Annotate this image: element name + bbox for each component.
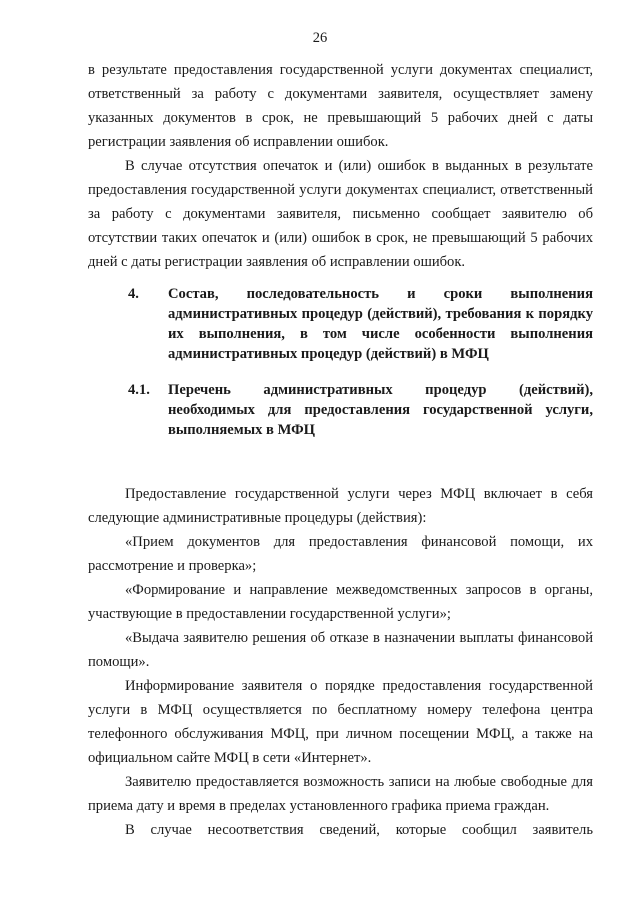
- page-content: [88, 58, 593, 842]
- paragraph-appointment: Заявителю предоставляется возможность записи на любые свободные для приема дату и время в пределах установленного графика приема граждан.: [88, 774, 593, 814]
- paragraph-procedure-2: «Формирование и направление межведомственных запросов в органы, участвующие в предоставлении государственной услуги»;: [88, 582, 593, 622]
- paragraph-continuation: в результате предоставления государственной услуги документах специалист, ответственный за работу с документами заявителя, осуществляет замену указанных документов в срок, не превышающий 5 рабочих дней с даты регистрации заявления об исправлении ошибок.: [88, 62, 593, 150]
- spacer: [88, 440, 593, 482]
- paragraph-procedures-intro: Предоставление государственной услуги через МФЦ включает в себя следующие административные процедуры (действия):: [88, 486, 593, 526]
- section-heading-4-1: [88, 380, 593, 440]
- section-heading-4: [88, 284, 593, 364]
- paragraph-procedure-3: «Выдача заявителю решения об отказе в назначении выплаты финансовой помощи».: [88, 630, 593, 670]
- subsection-number: 4.1.: [128, 382, 150, 398]
- paragraph-informing: Информирование заявителя о порядке предоставления государственной услуги в МФЦ осуществляется по бесплатному номеру телефона центра телефонного обслуживания МФЦ, при личном посещении МФЦ, а также на официальном сайте МФЦ в сети «Интернет».: [88, 678, 593, 766]
- section-title: Состав, последовательность и сроки выполнения административных процедур (действий), требования к порядку их выполнения, в том числе особенности выполнения административных процедур (действий) в МФЦ: [168, 286, 593, 362]
- paragraph-procedure-1: «Прием документов для предоставления финансовой помощи, их рассмотрение и проверка»;: [88, 534, 593, 574]
- paragraph-no-errors: В случае отсутствия опечаток и (или) ошибок в выданных в результате предоставления государственной услуги документах специалист, ответственный за работу с документами заявителя, письменно сообщает заявителю об отсутствии таких опечаток и (или) ошибок в срок, не превышающий 5 рабочих дней с даты регистрации заявления об исправлении ошибок.: [88, 158, 593, 270]
- subsection-title: Перечень административных процедур (действий), необходимых для предоставления государственной услуги, выполняемых в МФЦ: [168, 382, 593, 438]
- section-number: 4.: [128, 286, 139, 302]
- page-number: 26: [312, 30, 328, 46]
- paragraph-mismatch: В случае несоответствия сведений, которые сообщил заявитель: [125, 822, 593, 838]
